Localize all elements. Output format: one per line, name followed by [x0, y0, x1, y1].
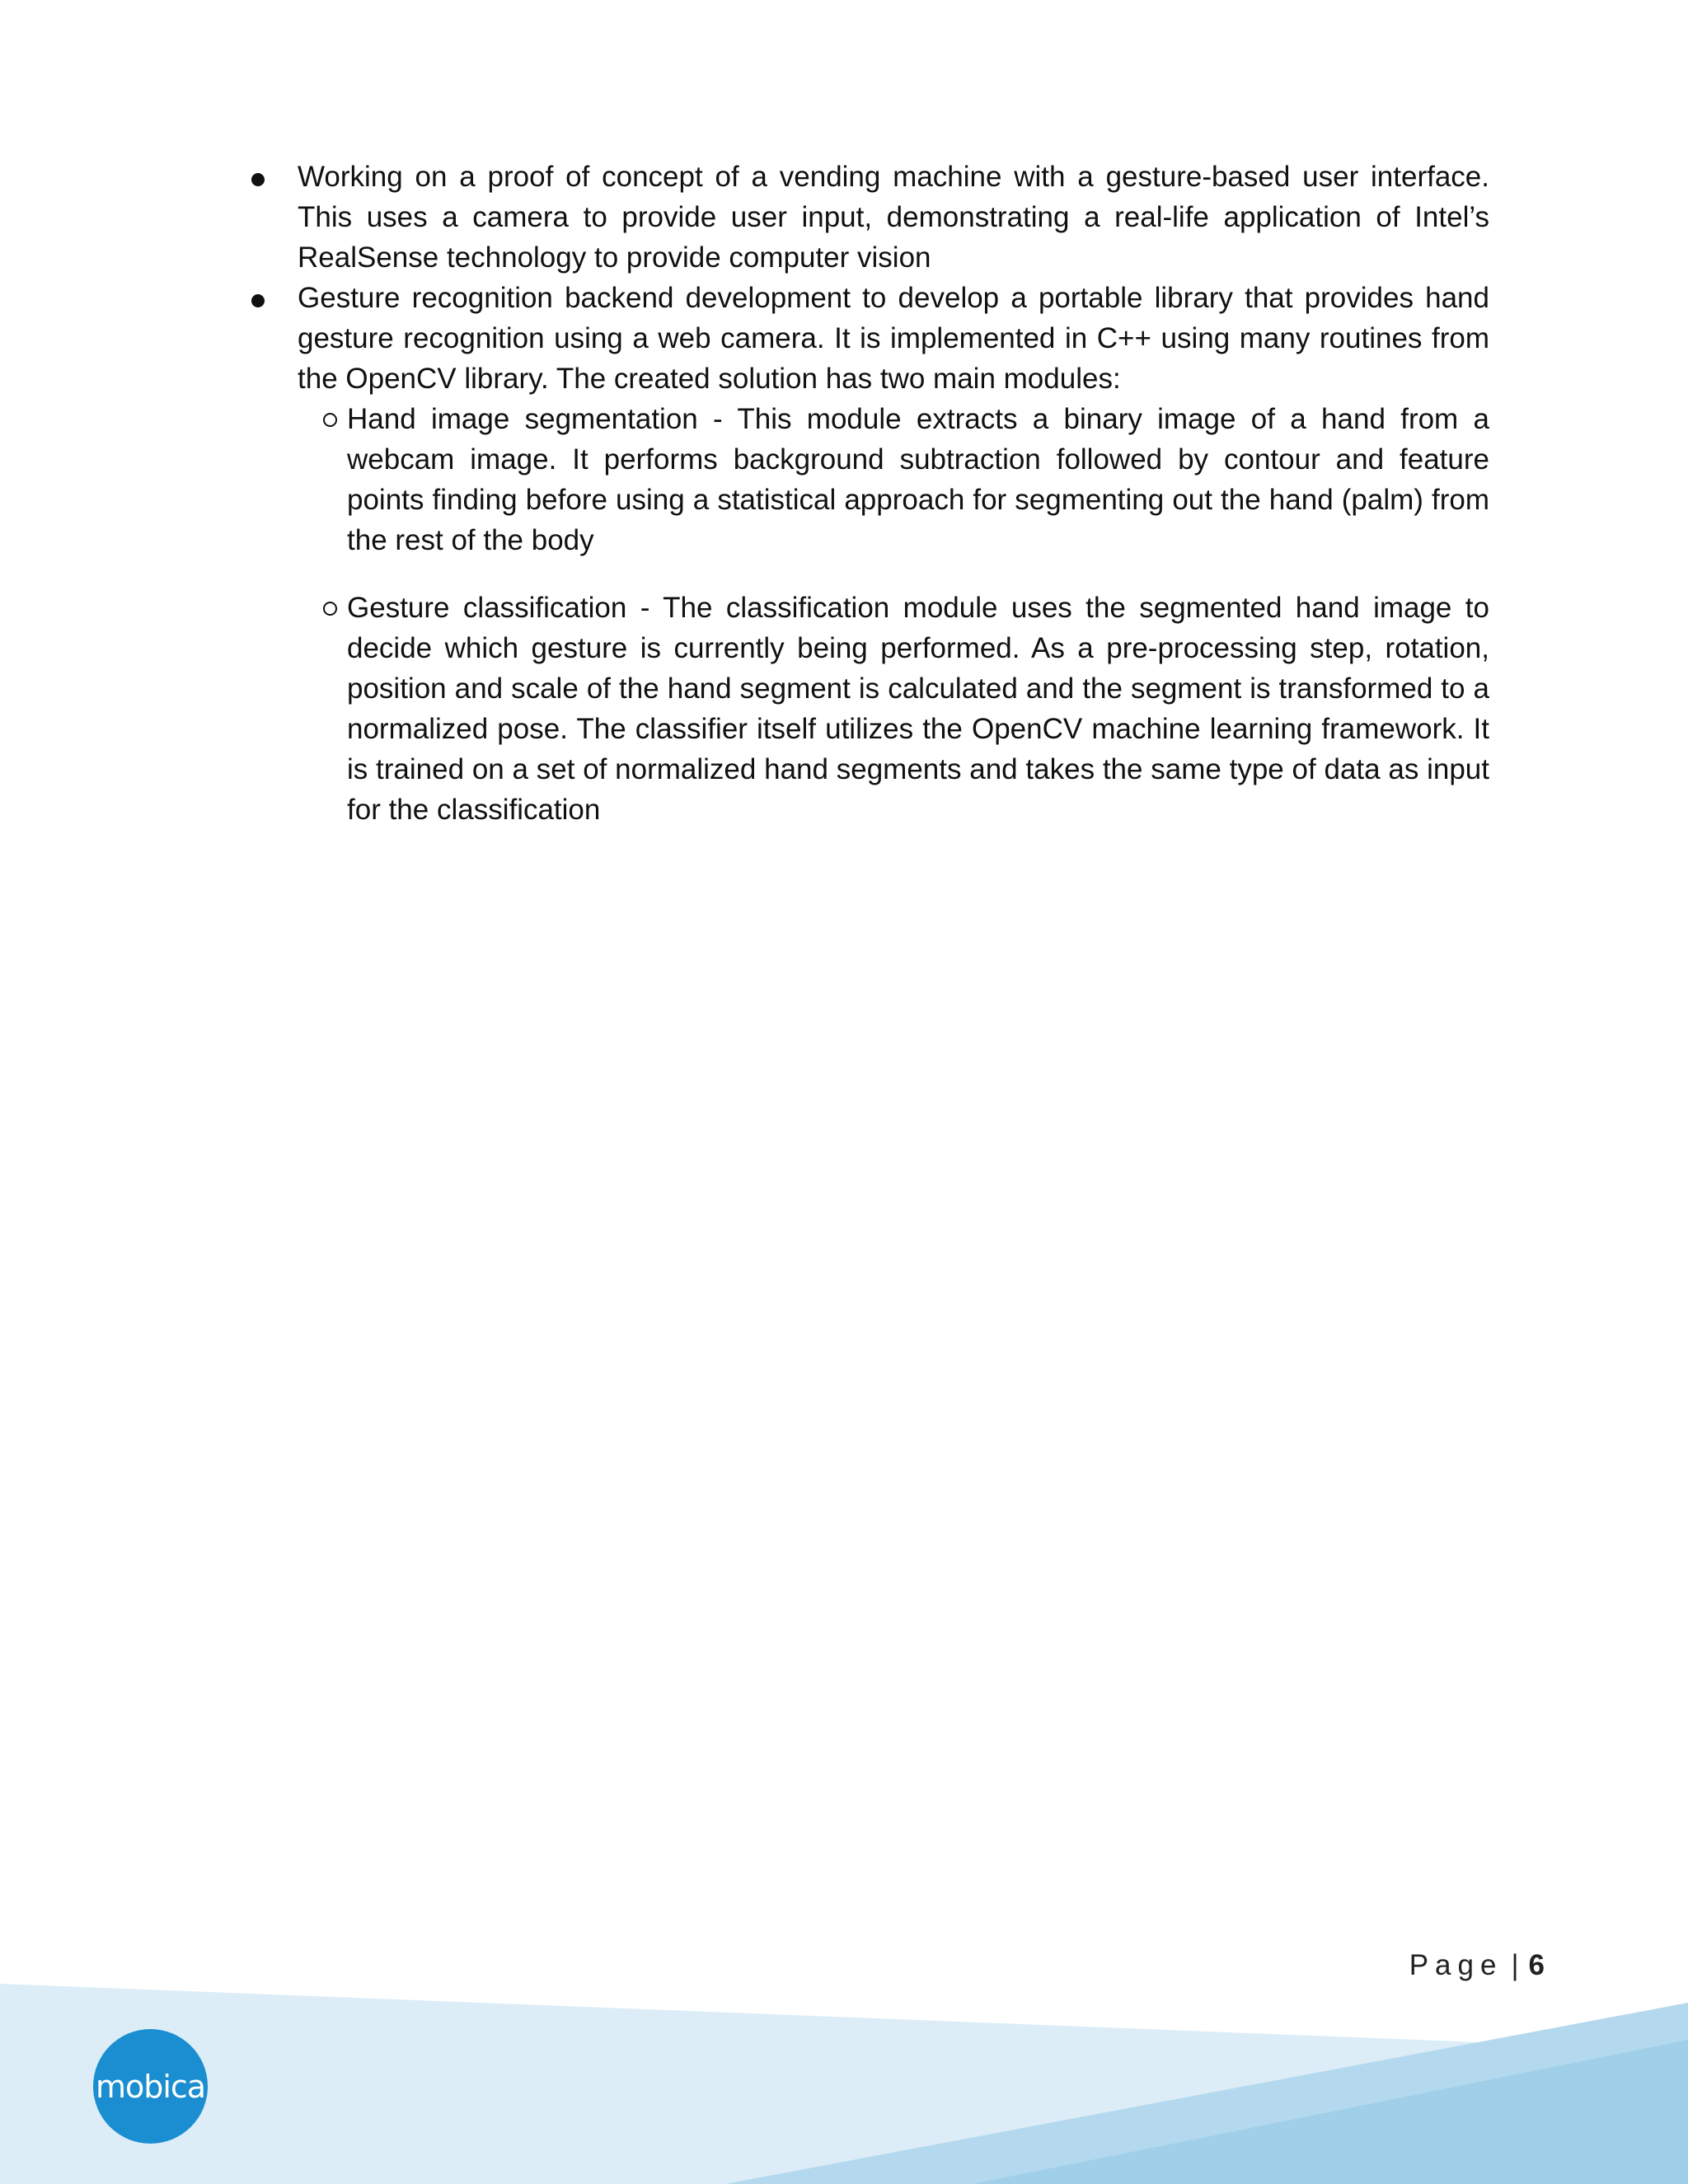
page-separator: |: [1511, 1949, 1519, 1981]
document-body: [247, 157, 1489, 830]
bullet-dot-icon: [251, 294, 265, 307]
logo-text: mobica: [95, 2068, 206, 2105]
sub-item-text: Hand image segmentation - This module extracts a binary image of a hand from a webcam image. It performs background subtraction followed by contour and feature points finding before using a statistical approach for segmenting out the hand (palm) from the rest of the body: [347, 403, 1489, 556]
sub-list-item: [347, 399, 1489, 560]
sub-list: [247, 399, 1489, 830]
bullet-item: [247, 157, 1489, 278]
bullet-text: Gesture recognition backend development to develop a portable library that provides hand gesture recognition using a web camera. It is implemented in C++ using many routines from the OpenCV library. The created solution has two main modules:: [298, 282, 1489, 395]
sub-list-item: [347, 588, 1489, 830]
hollow-circle-icon: [323, 413, 337, 427]
page-number: 6: [1528, 1949, 1545, 1981]
hollow-circle-icon: [323, 602, 337, 616]
sub-item-text: Gesture classification - The classification module uses the segmented hand image to decide which gesture is currently being performed. As a pre-processing step, rotation, position and scale of the hand segment is calculated and the segment is transformed to a normalized pose. The classifier itself utilizes the OpenCV machine learning framework. It is trained on a set of normalized hand segments and takes the same type of data as input for the classification: [347, 592, 1489, 826]
bullet-text: Working on a proof of concept of a vending machine with a gesture-based user interface. This uses a camera to provide user input, demonstrating a real-life application of Intel’s RealSense technology to provide computer vision: [298, 161, 1489, 274]
bullet-item: [247, 278, 1489, 399]
page-label: Page: [1409, 1949, 1503, 1981]
footer-wave-decoration: [0, 1961, 1688, 2184]
bullet-dot-icon: [251, 173, 265, 186]
mobica-logo: [93, 2029, 208, 2144]
